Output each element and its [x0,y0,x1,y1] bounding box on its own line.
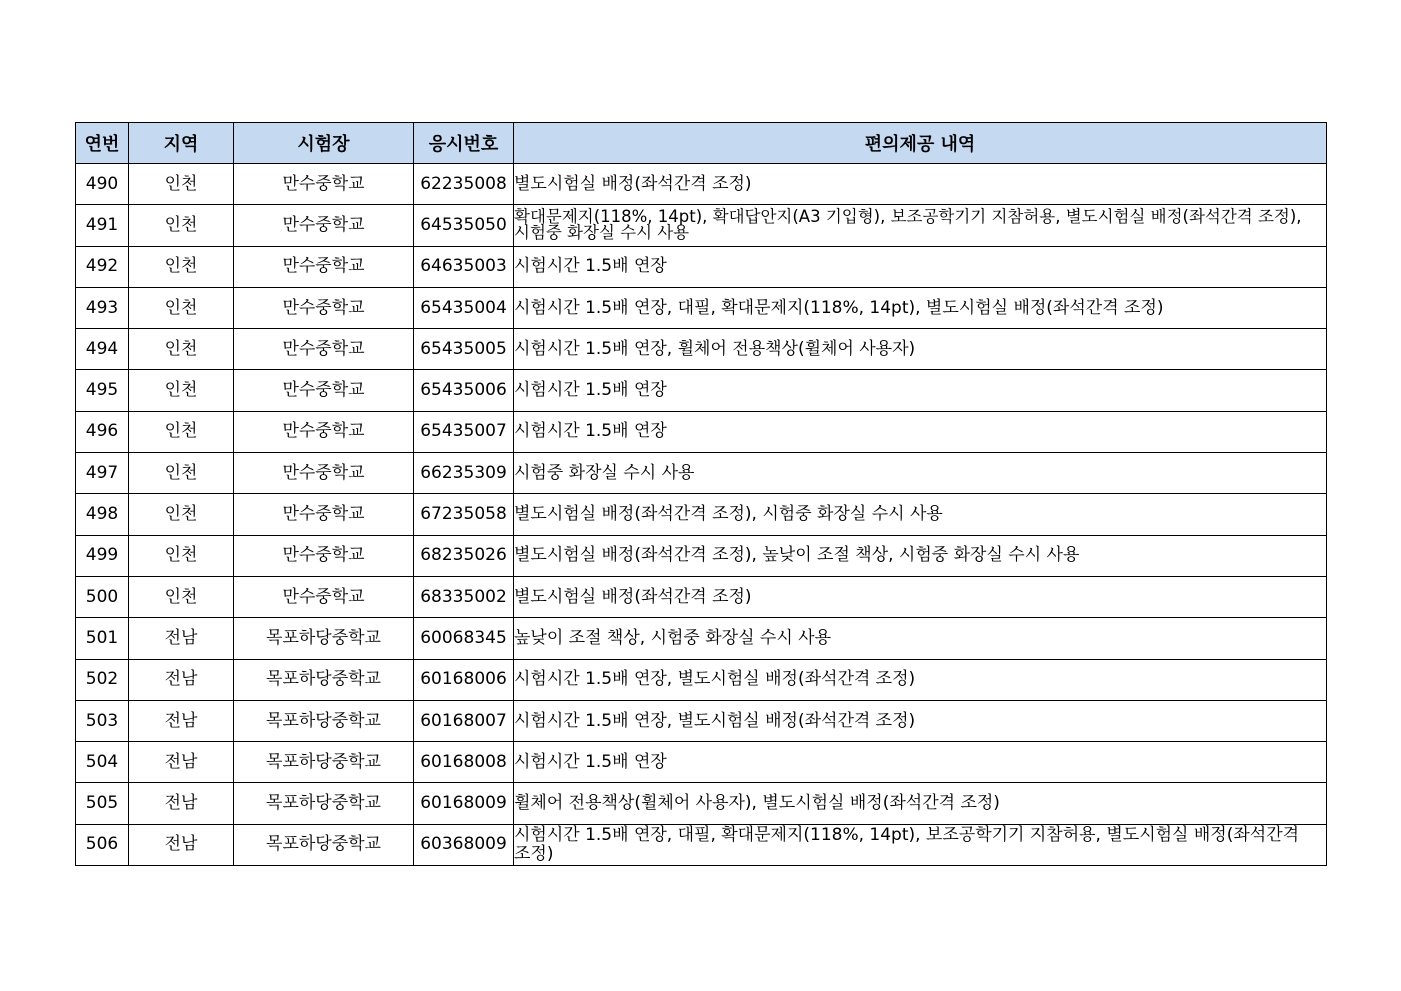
cell-no: 500 [76,576,129,617]
cell-no: 495 [76,370,129,411]
cell-region: 인천 [129,535,234,576]
cell-region: 인천 [129,370,234,411]
cell-exam-number: 62235008 [414,164,514,205]
cell-exam-number: 68335002 [414,576,514,617]
cell-accommodation: 시험시간 1.5배 연장, 휠체어 전용책상(휠체어 사용자) [514,329,1327,370]
table-row [76,700,1327,741]
cell-region: 전남 [129,783,234,824]
table-row [76,742,1327,783]
cell-venue: 만수중학교 [234,164,414,205]
cell-region: 전남 [129,659,234,700]
table-row [76,576,1327,617]
cell-exam-number: 60168009 [414,783,514,824]
cell-region: 인천 [129,494,234,535]
table-row [76,824,1327,865]
cell-accommodation: 시험시간 1.5배 연장, 별도시험실 배정(좌석간격 조정) [514,659,1327,700]
cell-exam-number: 68235026 [414,535,514,576]
document-page [75,122,1326,866]
cell-no: 501 [76,618,129,659]
cell-region: 전남 [129,700,234,741]
cell-no: 498 [76,494,129,535]
cell-region: 전남 [129,824,234,865]
table-row [76,287,1327,328]
cell-exam-number: 60068345 [414,618,514,659]
cell-venue: 만수중학교 [234,370,414,411]
cell-accommodation: 별도시험실 배정(좌석간격 조정), 시험중 화장실 수시 사용 [514,494,1327,535]
cell-exam-number: 65435007 [414,411,514,452]
cell-exam-number: 64635003 [414,246,514,287]
table-row [76,659,1327,700]
cell-venue: 목포하당중학교 [234,659,414,700]
cell-exam-number: 60168008 [414,742,514,783]
cell-no: 505 [76,783,129,824]
cell-venue: 만수중학교 [234,246,414,287]
cell-no: 490 [76,164,129,205]
header-venue: 시험장 [234,123,414,164]
table-row [76,164,1327,205]
cell-exam-number: 65435005 [414,329,514,370]
cell-venue: 만수중학교 [234,535,414,576]
cell-venue: 목포하당중학교 [234,824,414,865]
cell-venue: 만수중학교 [234,453,414,494]
table-row [76,370,1327,411]
cell-venue: 만수중학교 [234,205,414,246]
cell-region: 전남 [129,742,234,783]
cell-accommodation: 시험시간 1.5배 연장, 별도시험실 배정(좌석간격 조정) [514,700,1327,741]
cell-accommodation: 시험시간 1.5배 연장 [514,246,1327,287]
cell-no: 499 [76,535,129,576]
cell-no: 503 [76,700,129,741]
cell-accommodation: 확대문제지(118%, 14pt), 확대답안지(A3 기입형), 보조공학기기 지참허용, 별도시험실 배정(좌석간격 조정), 시험중 화장실 수시 사용 [514,205,1327,246]
cell-accommodation: 별도시험실 배정(좌석간격 조정) [514,576,1327,617]
cell-no: 494 [76,329,129,370]
table-row [76,205,1327,246]
cell-region: 인천 [129,411,234,452]
cell-region: 인천 [129,205,234,246]
table-row [76,783,1327,824]
cell-exam-number: 64535050 [414,205,514,246]
table-row [76,453,1327,494]
accommodation-table [75,122,1327,866]
cell-region: 인천 [129,576,234,617]
table-row [76,411,1327,452]
cell-no: 502 [76,659,129,700]
cell-venue: 만수중학교 [234,287,414,328]
cell-accommodation: 별도시험실 배정(좌석간격 조정) [514,164,1327,205]
cell-venue: 목포하당중학교 [234,700,414,741]
table-row [76,494,1327,535]
cell-accommodation: 시험중 화장실 수시 사용 [514,453,1327,494]
cell-venue: 만수중학교 [234,494,414,535]
cell-no: 492 [76,246,129,287]
cell-no: 496 [76,411,129,452]
table-row [76,246,1327,287]
header-exam-number: 응시번호 [414,123,514,164]
cell-venue: 만수중학교 [234,576,414,617]
cell-venue: 목포하당중학교 [234,783,414,824]
cell-exam-number: 65435006 [414,370,514,411]
cell-region: 인천 [129,246,234,287]
cell-exam-number: 60368009 [414,824,514,865]
cell-accommodation: 별도시험실 배정(좌석간격 조정), 높낮이 조절 책상, 시험중 화장실 수시 사용 [514,535,1327,576]
cell-exam-number: 67235058 [414,494,514,535]
cell-venue: 만수중학교 [234,411,414,452]
header-accommodation: 편의제공 내역 [514,123,1327,164]
table-body [76,164,1327,866]
table-row [76,329,1327,370]
table-row [76,535,1327,576]
cell-region: 인천 [129,453,234,494]
cell-accommodation: 시험시간 1.5배 연장 [514,411,1327,452]
cell-venue: 목포하당중학교 [234,742,414,783]
cell-exam-number: 60168006 [414,659,514,700]
cell-accommodation: 휠체어 전용책상(휠체어 사용자), 별도시험실 배정(좌석간격 조정) [514,783,1327,824]
cell-accommodation: 시험시간 1.5배 연장 [514,742,1327,783]
cell-region: 인천 [129,164,234,205]
cell-region: 인천 [129,329,234,370]
header-region: 지역 [129,123,234,164]
cell-accommodation: 시험시간 1.5배 연장 [514,370,1327,411]
cell-no: 493 [76,287,129,328]
cell-no: 506 [76,824,129,865]
cell-venue: 목포하당중학교 [234,618,414,659]
cell-exam-number: 65435004 [414,287,514,328]
cell-region: 전남 [129,618,234,659]
cell-no: 497 [76,453,129,494]
cell-exam-number: 60168007 [414,700,514,741]
cell-exam-number: 66235309 [414,453,514,494]
header-no: 연번 [76,123,129,164]
table-header-row [76,123,1327,164]
cell-no: 491 [76,205,129,246]
cell-region: 인천 [129,287,234,328]
cell-accommodation: 시험시간 1.5배 연장, 대필, 확대문제지(118%, 14pt), 별도시험실 배정(좌석간격 조정) [514,287,1327,328]
cell-no: 504 [76,742,129,783]
table-row [76,618,1327,659]
cell-accommodation: 높낮이 조절 책상, 시험중 화장실 수시 사용 [514,618,1327,659]
cell-venue: 만수중학교 [234,329,414,370]
cell-accommodation: 시험시간 1.5배 연장, 대필, 확대문제지(118%, 14pt), 보조공학기기 지참허용, 별도시험실 배정(좌석간격 조정) [514,824,1327,865]
